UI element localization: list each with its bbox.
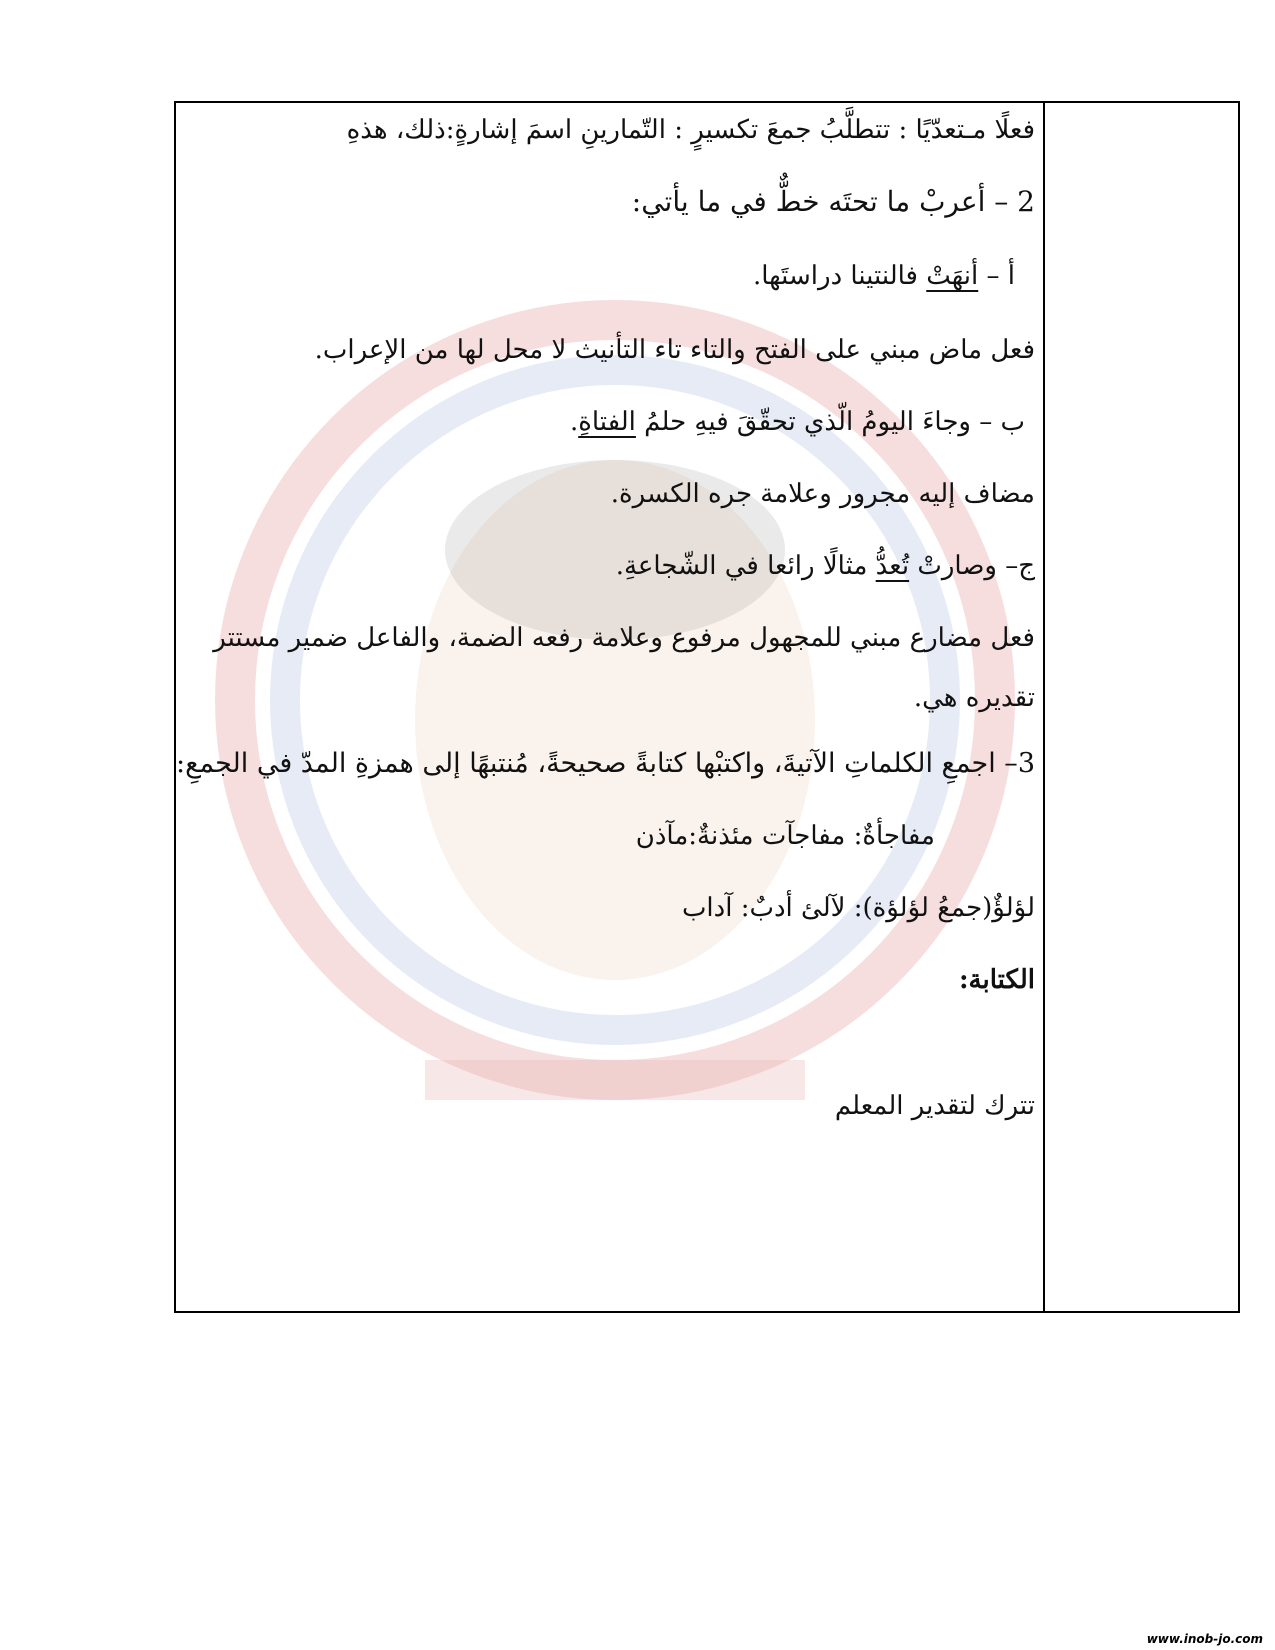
parsing-c-line-2: تقديره هي. bbox=[913, 683, 1035, 713]
parsing-b: مضاف إليه مجرور وعلامة جره الكسرة. bbox=[610, 479, 1035, 509]
sentence-b bbox=[570, 405, 1025, 439]
writing-note: تترك لتقدير المعلم bbox=[834, 1091, 1035, 1121]
parsing-c-line-1: فعل مضارع مبني للمجهول مرفوع وعلامة رفعه الضمة، والفاعل ضمير مستتر bbox=[213, 623, 1035, 653]
sentence-c-underlined: تُعدُّ bbox=[875, 551, 910, 581]
question-3-heading: 3– اجمعِ الكلماتِ الآتيةَ، واكتبْها كتابةً صحيحةً، مُنتبهًا إلى همزةِ المدّ في الجمعِ: bbox=[176, 748, 1035, 779]
sentence-b-rest: . bbox=[569, 407, 579, 437]
plural-row-2: لؤلؤٌ(جمعُ لؤلؤة): لآلئ أدبٌ: آداب bbox=[681, 893, 1035, 923]
sentence-c bbox=[616, 549, 1035, 583]
sentence-a-rest: فالنتينا دراستَها. bbox=[752, 261, 927, 291]
sentence-a-underlined: أنهَتْ bbox=[926, 261, 979, 291]
sentence-a bbox=[753, 259, 1015, 293]
question-2-heading: 2 – أعربْ ما تحتَه خطٌّ في ما يأتي: bbox=[631, 185, 1035, 218]
writing-heading: الكتابة: bbox=[958, 965, 1035, 995]
sentence-c-rest: مثالًا رائعا في الشّجاعةِ. bbox=[615, 551, 876, 581]
plural-row-1: مفاجأةٌ: مفاجآت مئذنةٌ:مآذن bbox=[635, 821, 935, 851]
answer-line-types: فعلًا مـتعدّيًا : تتطلَّبُ جمعَ تكسيرٍ : التّمارينِ اسمَ إشارةٍ:ذلك، هذهِ bbox=[346, 115, 1035, 145]
sentence-a-label: أ – bbox=[978, 261, 1015, 291]
answer-content bbox=[176, 101, 1035, 1313]
sentence-c-label: ج– وصارتْ bbox=[909, 551, 1035, 581]
footer-site-url: www.inob-jo.com bbox=[1146, 1632, 1263, 1646]
sentence-b-underlined: الفتاةِ bbox=[578, 407, 636, 437]
table-column-divider bbox=[1043, 101, 1045, 1313]
sentence-b-label: ب – وجاءَ اليومُ الّذي تحقّقَ فيهِ حلمُ bbox=[635, 407, 1025, 437]
parsing-a: فعل ماض مبني على الفتح والتاء تاء التأنيث لا محل لها من الإعراب. bbox=[314, 335, 1035, 365]
